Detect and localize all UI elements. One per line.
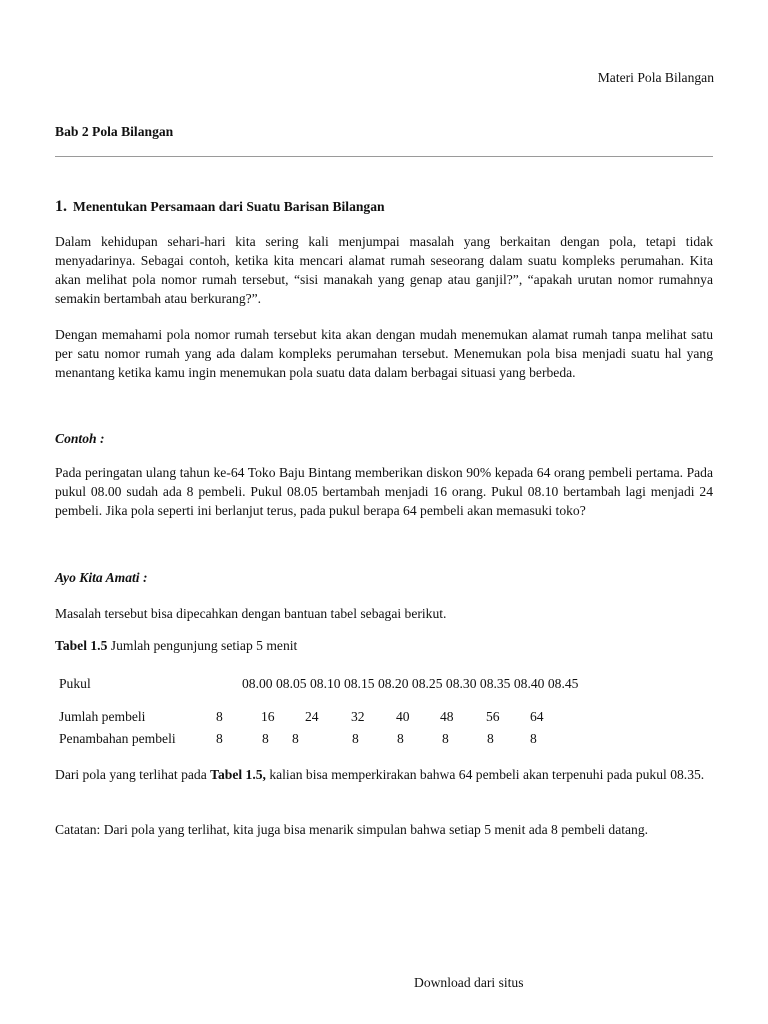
observe-heading: Ayo Kita Amati : [55,570,148,585]
time-row-label: Pukul [59,676,91,691]
table-cell: 8 [397,731,404,746]
intro-paragraph: Dalam kehidupan sehari-hari kita sering kali menjumpai masalah yang berkaitan dengan pola, tetapi tidak menyadarinya. Sebagai contoh, ketika kita mencari alamat rumah seseorang dalam suatu kompleks perumahan. Kita akan melihat pola nomor rumah tersebut, “sisi manakah yang genap atau ganjil?”, “apakah urutan nomor rumahnya semakin bertambah atau berkurang?”. [55,234,713,306]
table-cell: 24 [305,709,319,724]
table-cell: 8 [352,731,359,746]
table-row [0,731,768,751]
header-divider [55,156,713,157]
section-title: Menentukan Persamaan dari Suatu Barisan Bilangan [73,199,385,214]
table-cell: 16 [261,709,275,724]
table-cell: 8 [530,731,537,746]
conclusion-paragraph [55,765,713,784]
solve-paragraph: Masalah tersebut bisa dipecahkan dengan bantuan tabel sebagai berikut. [55,606,447,621]
table-caption-text: Jumlah pengunjung setiap 5 menit [107,638,298,653]
table-cell: 8 [292,731,299,746]
table-row-label: Penambahan pembeli [59,731,176,746]
running-title: Materi Pola Bilangan [597,70,714,85]
conclusion-text: Dari pola yang terlihat pada [55,767,211,782]
section-heading [55,198,385,216]
second-paragraph: Dengan memahami pola nomor rumah tersebut kita akan dengan mudah menemukan alamat rumah tanpa melihat satu per satu nomor rumah yang ada dalam kompleks perumahan tersebut. Menemukan pola bisa menjadi suatu hal yang menantang ketika kamu ingin menemukan pola suatu data dalam berbagai situasi yang berbeda. [55,327,713,380]
example-paragraph: Pada peringatan ulang tahun ke-64 Toko Baju Bintang memberikan diskon 90% kepada 64 orang pembeli pertama. Pada pukul 08.00 sudah ada 8 pembeli. Pukul 08.05 bertambah menjadi 16 orang. Pukul 08.10 bertambah lagi menjadi 24 pembeli. Jika pola seperti ini berlanjut terus, pada pukul berapa 64 pembeli akan memasuki toko? [55,465,713,518]
table-row-label: Jumlah pembeli [59,709,146,724]
table-cell: 32 [351,709,365,724]
table-row [0,709,768,729]
table-caption-label: Tabel 1.5 [55,638,108,653]
section-number: 1. [55,198,67,215]
table-cell: 8 [442,731,449,746]
time-row-values: 08.00 08.05 08.10 08.15 08.20 08.25 08.30 08.35 08.40 08.45 [242,676,579,691]
conclusion-table-ref: Tabel 1.5, [210,767,266,782]
table-cell: 8 [216,731,223,746]
table-cell: 8 [262,731,269,746]
table-cell: 56 [486,709,500,724]
note-paragraph: Catatan: Dari pola yang terlihat, kita juga bisa menarik simpulan bahwa setiap 5 menit ada 8 pembeli datang. [55,822,649,837]
footer-text: Download dari situs [414,975,524,990]
example-heading: Contoh : [55,431,105,446]
chapter-title: Bab 2 Pola Bilangan [55,124,174,139]
table-cell: 8 [216,709,223,724]
conclusion-text: kalian bisa memperkirakan bahwa 64 pembeli akan terpenuhi pada pukul 08.35. [265,767,705,782]
table-caption [55,638,297,654]
table-cell: 8 [487,731,494,746]
table-cell: 40 [396,709,410,724]
table-cell: 64 [530,709,544,724]
table-cell: 48 [440,709,454,724]
